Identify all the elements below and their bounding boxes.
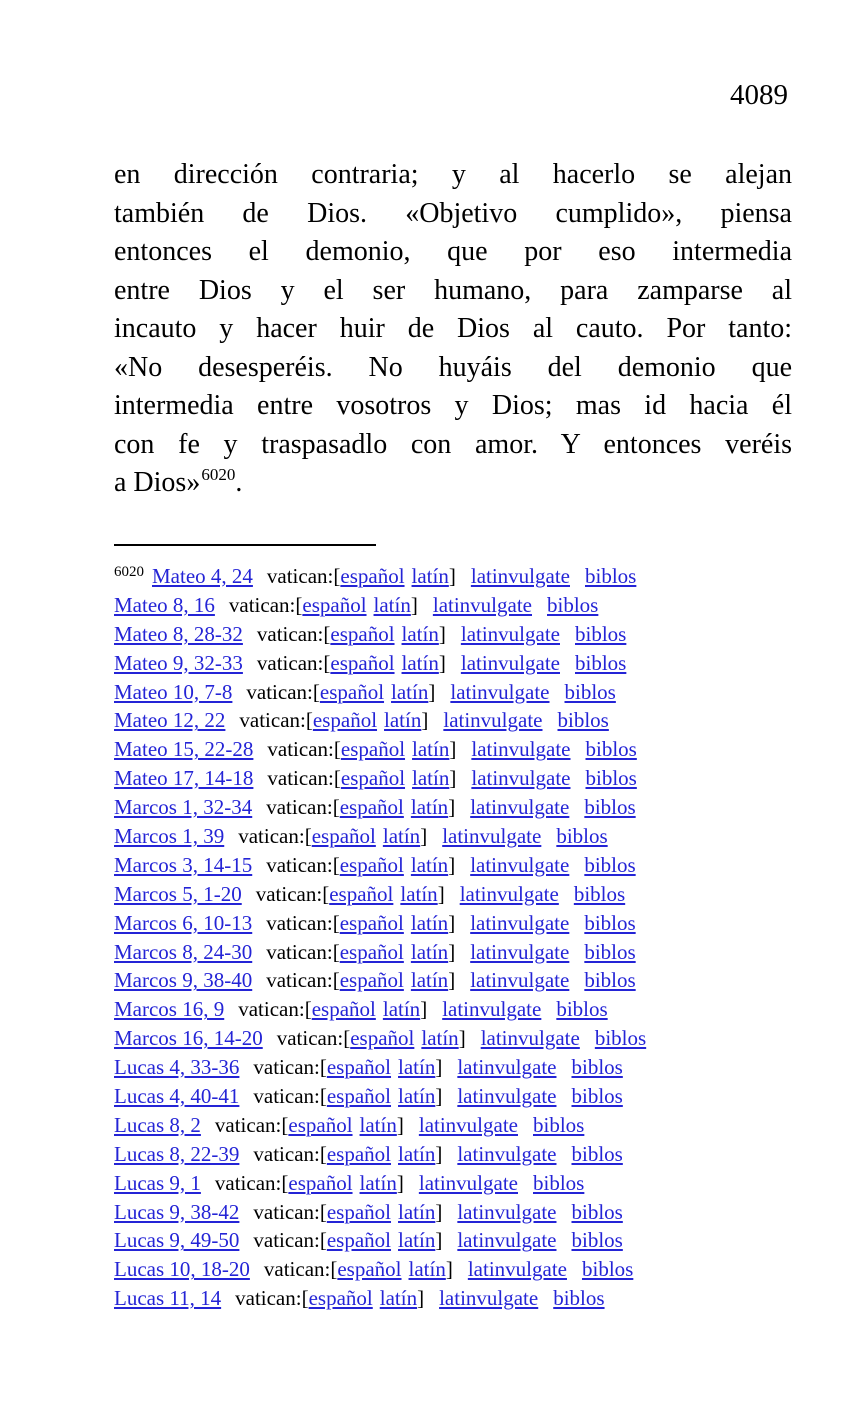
- latinvulgate-link[interactable]: latinvulgate: [470, 939, 570, 964]
- espanol-link[interactable]: español: [288, 1112, 353, 1137]
- espanol-link[interactable]: español: [340, 564, 405, 588]
- scripture-reference-link[interactable]: Lucas 9, 49-50: [114, 1228, 240, 1253]
- vatican-open-label: vatican:[: [267, 737, 341, 762]
- paragraph-line: también de Dios. «Objetivo cumplido», piensa: [114, 197, 792, 229]
- scripture-reference-link[interactable]: Marcos 1, 32-34: [114, 795, 253, 820]
- latin-link[interactable]: latín: [373, 592, 411, 617]
- latin-link[interactable]: latín: [379, 1286, 418, 1311]
- scripture-reference-link[interactable]: Lucas 11, 14: [114, 1286, 222, 1311]
- latinvulgate-link[interactable]: latinvulgate: [418, 1112, 518, 1137]
- latin-link[interactable]: latín: [408, 1257, 446, 1282]
- vatican-open-label: vatican:[: [256, 621, 331, 646]
- footnote-separator: [114, 544, 376, 546]
- biblos-link[interactable]: biblos: [533, 1170, 585, 1195]
- vatican-open-label: vatican:[: [266, 968, 340, 993]
- footnote-row: [114, 1198, 824, 1227]
- footnote-row: [114, 1255, 824, 1284]
- footnote-row: [114, 966, 824, 995]
- vatican-open-label: vatican:[: [238, 997, 312, 1022]
- latin-link[interactable]: latín: [382, 824, 421, 849]
- footnote-row: [114, 1082, 824, 1111]
- bracket-close-label: ]: [438, 650, 446, 675]
- biblos-link[interactable]: biblos: [575, 621, 627, 646]
- scripture-reference-link[interactable]: Lucas 4, 40-41: [114, 1084, 240, 1109]
- espanol-link[interactable]: español: [288, 1170, 353, 1195]
- vatican-open-label: vatican:[: [266, 564, 341, 588]
- scripture-reference-link[interactable]: Mateo 9, 32-33: [114, 650, 243, 675]
- latinvulgate-link[interactable]: latinvulgate: [460, 650, 560, 675]
- espanol-link[interactable]: español: [312, 708, 378, 733]
- footnote-row: [114, 764, 824, 793]
- footnote-row: [114, 851, 824, 880]
- bracket-close-label: ]: [448, 968, 456, 993]
- vatican-open-label: vatican:[: [255, 881, 330, 906]
- scripture-reference-link[interactable]: Lucas 8, 22-39: [114, 1141, 240, 1166]
- footnote-row: [114, 678, 824, 707]
- biblos-link[interactable]: biblos: [584, 852, 636, 877]
- biblos-link[interactable]: biblos: [584, 910, 636, 935]
- vatican-open-label: vatican:[: [253, 1228, 327, 1253]
- bracket-close-label: ]: [449, 737, 457, 762]
- latin-link[interactable]: latín: [411, 564, 449, 588]
- vatican-open-label: vatican:[: [266, 910, 340, 935]
- latinvulgate-link[interactable]: latinvulgate: [470, 968, 570, 993]
- latinvulgate-link[interactable]: latinvulgate: [470, 564, 570, 588]
- footnote-row: [114, 1053, 824, 1082]
- footnote-row: [114, 735, 824, 764]
- page-number: 4089: [730, 79, 788, 111]
- footnote-row: [114, 620, 824, 649]
- paragraph-line: entre Dios y el ser humano, para zamparse al: [114, 274, 792, 306]
- scripture-reference-link[interactable]: Mateo 17, 14-18: [114, 766, 254, 791]
- biblos-link[interactable]: biblos: [573, 881, 626, 906]
- espanol-link[interactable]: español: [326, 1199, 392, 1224]
- footnote-row: [114, 822, 824, 851]
- latinvulgate-link[interactable]: latinvulgate: [443, 708, 543, 733]
- biblos-link[interactable]: biblos: [533, 1112, 585, 1137]
- scripture-reference-link[interactable]: Marcos 3, 14-15: [114, 852, 253, 877]
- latin-link[interactable]: latín: [359, 1112, 397, 1137]
- scripture-reference-link[interactable]: Marcos 8, 24-30: [114, 939, 253, 964]
- footnote-row: [114, 1284, 824, 1313]
- paragraph-line: «No desesperéis. No huyáis del demonio que: [114, 351, 792, 383]
- biblos-link[interactable]: biblos: [556, 824, 608, 849]
- espanol-link[interactable]: español: [319, 679, 385, 704]
- espanol-link[interactable]: español: [326, 1141, 392, 1166]
- vatican-open-label: vatican:[: [239, 708, 313, 733]
- bracket-close-label: ]: [448, 795, 456, 820]
- biblos-link[interactable]: biblos: [556, 997, 608, 1022]
- footnote-row: [114, 649, 824, 678]
- espanol-link[interactable]: español: [329, 881, 394, 906]
- latin-link[interactable]: latín: [382, 997, 421, 1022]
- vatican-open-label: vatican:[: [246, 679, 320, 704]
- scripture-reference-link[interactable]: Lucas 10, 18-20: [114, 1257, 250, 1282]
- footnote-row: [114, 591, 824, 620]
- latin-link[interactable]: latín: [421, 1026, 459, 1051]
- biblos-link[interactable]: biblos: [571, 1084, 623, 1109]
- bracket-close-label: ]: [428, 679, 436, 704]
- espanol-link[interactable]: español: [339, 795, 404, 820]
- scripture-reference-link[interactable]: Mateo 12, 22: [114, 708, 226, 733]
- vatican-open-label: vatican:[: [253, 1084, 327, 1109]
- vatican-open-label: vatican:[: [266, 795, 340, 820]
- bracket-close-label: ]: [410, 592, 418, 617]
- vatican-open-label: vatican:[: [253, 1199, 327, 1224]
- bracket-close-label: ]: [417, 1286, 425, 1311]
- latinvulgate-link[interactable]: latinvulgate: [459, 881, 559, 906]
- biblos-link[interactable]: biblos: [584, 968, 636, 993]
- footnote-row: [114, 938, 824, 967]
- vatican-open-label: vatican:[: [266, 852, 340, 877]
- vatican-open-label: vatican:[: [238, 824, 312, 849]
- latinvulgate-link[interactable]: latinvulgate: [470, 795, 570, 820]
- scripture-reference-link[interactable]: Mateo 10, 7-8: [114, 679, 233, 704]
- latin-link[interactable]: latín: [398, 1141, 436, 1166]
- espanol-link[interactable]: español: [339, 910, 404, 935]
- biblos-link[interactable]: biblos: [585, 564, 637, 588]
- bracket-close-label: ]: [448, 939, 456, 964]
- paragraph-line: en dirección contraria; y al hacerlo se alejan: [114, 159, 792, 190]
- vatican-open-label: vatican:[: [266, 939, 340, 964]
- scripture-reference-link[interactable]: Lucas 8, 2: [114, 1112, 201, 1137]
- latin-link[interactable]: latín: [401, 650, 439, 675]
- bracket-close-label: ]: [449, 766, 457, 791]
- bracket-close-label: ]: [435, 1199, 443, 1224]
- latinvulgate-link[interactable]: latinvulgate: [457, 1228, 557, 1253]
- vatican-open-label: vatican:[: [267, 766, 341, 791]
- espanol-link[interactable]: español: [308, 1286, 373, 1311]
- latin-link[interactable]: latín: [412, 766, 450, 791]
- latinvulgate-link[interactable]: latinvulgate: [432, 592, 532, 617]
- biblos-link[interactable]: biblos: [585, 766, 637, 791]
- vatican-open-label: vatican:[: [263, 1257, 338, 1282]
- footnote-marker: 6020: [114, 564, 144, 580]
- footnote-row: [114, 995, 824, 1024]
- scripture-reference-link[interactable]: Lucas 9, 38-42: [114, 1199, 240, 1224]
- vatican-open-label: vatican:[: [253, 1141, 327, 1166]
- espanol-link[interactable]: español: [340, 766, 406, 791]
- biblos-link[interactable]: biblos: [571, 1141, 623, 1166]
- latinvulgate-link[interactable]: latinvulgate: [457, 1141, 557, 1166]
- scripture-reference-link[interactable]: Marcos 5, 1-20: [114, 881, 242, 906]
- footnote-row: [114, 1024, 824, 1053]
- footnote-block: [114, 562, 824, 1313]
- footnote-ref-superscript: 6020: [201, 465, 236, 484]
- espanol-link[interactable]: español: [339, 968, 404, 993]
- latin-link[interactable]: latín: [359, 1170, 397, 1195]
- latinvulgate-link[interactable]: latinvulgate: [439, 1286, 539, 1311]
- vatican-open-label: vatican:[: [228, 592, 303, 617]
- biblos-link[interactable]: biblos: [553, 1286, 605, 1311]
- bracket-close-label: ]: [435, 1055, 443, 1080]
- espanol-link[interactable]: español: [339, 939, 404, 964]
- biblos-link[interactable]: biblos: [564, 679, 616, 704]
- footnote-row: [114, 1169, 824, 1198]
- latin-link[interactable]: latín: [398, 1228, 436, 1253]
- espanol-link[interactable]: español: [326, 1055, 392, 1080]
- footnote-row: [114, 1140, 824, 1169]
- scripture-reference-link[interactable]: Marcos 16, 14-20: [114, 1026, 263, 1051]
- bracket-close-label: ]: [396, 1170, 404, 1195]
- latin-link[interactable]: latín: [384, 708, 422, 733]
- bracket-close-label: ]: [448, 852, 456, 877]
- latinvulgate-link[interactable]: latinvulgate: [470, 910, 570, 935]
- biblos-link[interactable]: biblos: [575, 650, 627, 675]
- scripture-reference-link[interactable]: Lucas 9, 1: [114, 1170, 201, 1195]
- latinvulgate-link[interactable]: latinvulgate: [467, 1257, 567, 1282]
- latin-link[interactable]: latín: [410, 795, 449, 820]
- latin-link[interactable]: latín: [398, 1199, 436, 1224]
- scripture-reference-link[interactable]: Mateo 4, 24: [152, 564, 253, 588]
- latinvulgate-link[interactable]: latinvulgate: [418, 1170, 518, 1195]
- latin-link[interactable]: latín: [412, 737, 450, 762]
- espanol-link[interactable]: español: [311, 824, 376, 849]
- paragraph-line: entonces el demonio, que por eso intermedia: [114, 236, 792, 267]
- footnote-row: [114, 1226, 824, 1255]
- biblos-link[interactable]: biblos: [585, 737, 637, 762]
- espanol-link[interactable]: español: [326, 1084, 392, 1109]
- bracket-close-label: ]: [448, 910, 456, 935]
- latinvulgate-link[interactable]: latinvulgate: [470, 852, 570, 877]
- main-paragraph: [114, 156, 792, 503]
- scripture-reference-link[interactable]: Marcos 16, 9: [114, 997, 225, 1022]
- paragraph-line: con fe y traspasadlo con amor. Y entonces veréis: [114, 428, 792, 460]
- vatican-open-label: vatican:[: [253, 1055, 327, 1080]
- bracket-close-label: ]: [396, 1112, 404, 1137]
- latinvulgate-link[interactable]: latinvulgate: [442, 997, 542, 1022]
- bracket-close-label: ]: [420, 997, 428, 1022]
- espanol-link[interactable]: español: [350, 1026, 415, 1051]
- latin-link[interactable]: latín: [410, 910, 449, 935]
- paragraph-line: intermedia entre vosotros y Dios; mas id hacia él: [114, 390, 792, 421]
- bracket-close-label: ]: [421, 708, 429, 733]
- latinvulgate-link[interactable]: latinvulgate: [471, 766, 571, 791]
- bracket-close-label: ]: [448, 564, 456, 588]
- biblos-link[interactable]: biblos: [584, 939, 636, 964]
- vatican-open-label: vatican:[: [214, 1170, 289, 1195]
- biblos-link[interactable]: biblos: [594, 1026, 647, 1051]
- biblos-link[interactable]: biblos: [571, 1228, 623, 1253]
- latin-link[interactable]: latín: [391, 679, 429, 704]
- scripture-reference-link[interactable]: Marcos 9, 38-40: [114, 968, 253, 993]
- vatican-open-label: vatican:[: [214, 1112, 289, 1137]
- paragraph-line: a Dios»$^{6020}$.: [114, 465, 243, 498]
- biblos-link[interactable]: biblos: [584, 795, 636, 820]
- scripture-reference-link[interactable]: Marcos 1, 39: [114, 824, 225, 849]
- latinvulgate-link[interactable]: latinvulgate: [457, 1084, 557, 1109]
- footnote-row: [114, 909, 824, 938]
- bracket-close-label: ]: [435, 1141, 443, 1166]
- footnote-row: [114, 562, 824, 591]
- biblos-link[interactable]: biblos: [571, 1055, 623, 1080]
- latin-link[interactable]: latín: [410, 852, 449, 877]
- biblos-link[interactable]: biblos: [547, 592, 599, 617]
- bracket-close-label: ]: [435, 1084, 443, 1109]
- espanol-link[interactable]: español: [330, 621, 395, 646]
- footnote-row: [114, 706, 824, 735]
- scripture-reference-link[interactable]: Lucas 4, 33-36: [114, 1055, 240, 1080]
- latinvulgate-link[interactable]: latinvulgate: [450, 679, 550, 704]
- footnote-row: [114, 880, 824, 909]
- latinvulgate-link[interactable]: latinvulgate: [460, 621, 560, 646]
- latinvulgate-link[interactable]: latinvulgate: [457, 1055, 557, 1080]
- latin-link[interactable]: latín: [401, 621, 439, 646]
- espanol-link[interactable]: español: [337, 1257, 402, 1282]
- latin-link[interactable]: latín: [400, 881, 438, 906]
- espanol-link[interactable]: español: [311, 997, 376, 1022]
- biblos-link[interactable]: biblos: [581, 1257, 634, 1282]
- bracket-close-label: ]: [420, 824, 428, 849]
- bracket-close-label: ]: [445, 1257, 453, 1282]
- bracket-close-label: ]: [458, 1026, 466, 1051]
- espanol-link[interactable]: español: [302, 592, 367, 617]
- scripture-reference-link[interactable]: Marcos 6, 10-13: [114, 910, 253, 935]
- latinvulgate-link[interactable]: latinvulgate: [457, 1199, 557, 1224]
- latin-link[interactable]: latín: [398, 1055, 436, 1080]
- espanol-link[interactable]: español: [326, 1228, 392, 1253]
- latin-link[interactable]: latín: [398, 1084, 436, 1109]
- scripture-reference-link[interactable]: Mateo 8, 28-32: [114, 621, 243, 646]
- scripture-reference-link[interactable]: Mateo 8, 16: [114, 592, 215, 617]
- bracket-close-label: ]: [438, 621, 446, 646]
- footnote-row: [114, 793, 824, 822]
- scripture-reference-link[interactable]: Mateo 15, 22-28: [114, 737, 254, 762]
- latin-link[interactable]: latín: [410, 939, 449, 964]
- bracket-close-label: ]: [437, 881, 445, 906]
- biblos-link[interactable]: biblos: [557, 708, 609, 733]
- latinvulgate-link[interactable]: latinvulgate: [471, 737, 571, 762]
- espanol-link[interactable]: español: [340, 737, 406, 762]
- vatican-open-label: vatican:[: [276, 1026, 351, 1051]
- paragraph-line: incauto y hacer huir de Dios al cauto. Por tanto:: [114, 313, 792, 344]
- vatican-open-label: vatican:[: [235, 1286, 309, 1311]
- vatican-open-label: vatican:[: [256, 650, 331, 675]
- espanol-link[interactable]: español: [330, 650, 395, 675]
- latin-link[interactable]: latín: [410, 968, 449, 993]
- biblos-link[interactable]: biblos: [571, 1199, 623, 1224]
- latinvulgate-link[interactable]: latinvulgate: [442, 824, 542, 849]
- espanol-link[interactable]: español: [339, 852, 404, 877]
- bracket-close-label: ]: [435, 1228, 443, 1253]
- footnote-row: [114, 1111, 824, 1140]
- latinvulgate-link[interactable]: latinvulgate: [480, 1026, 580, 1051]
